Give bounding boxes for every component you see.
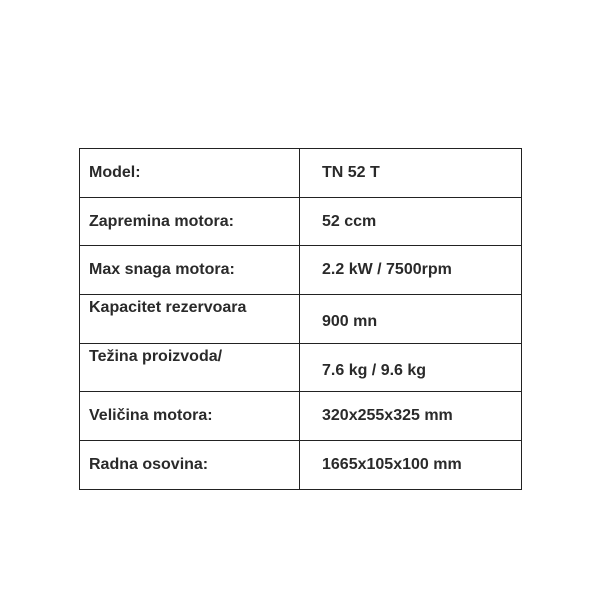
row-label-engine-displacement: Zapremina motora: xyxy=(80,197,300,246)
row-label-max-power: Max snaga motora: xyxy=(80,246,300,295)
table-row xyxy=(80,149,522,198)
spec-table xyxy=(79,148,522,490)
table-row xyxy=(80,392,522,441)
row-value-max-power: 2.2 kW / 7500rpm xyxy=(300,246,522,295)
row-label-work-shaft: Radna osovina: xyxy=(80,441,300,490)
row-label-model: Model: xyxy=(80,149,300,198)
table-row xyxy=(80,246,522,295)
table-row xyxy=(80,343,522,392)
table-row xyxy=(80,295,522,344)
table-row xyxy=(80,197,522,246)
row-label-tank-capacity: Kapacitet rezervoara xyxy=(80,295,300,344)
row-label-engine-size: Veličina motora: xyxy=(80,392,300,441)
row-value-engine-size: 320x255x325 mm xyxy=(300,392,522,441)
row-value-product-weight: 7.6 kg / 9.6 kg xyxy=(300,343,522,392)
table-row xyxy=(80,441,522,490)
row-value-tank-capacity: 900 mn xyxy=(300,295,522,344)
row-value-model: TN 52 T xyxy=(300,149,522,198)
row-label-product-weight: Težina proizvoda/ xyxy=(80,343,300,392)
row-value-work-shaft: 1665x105x100 mm xyxy=(300,441,522,490)
row-value-engine-displacement: 52 ccm xyxy=(300,197,522,246)
